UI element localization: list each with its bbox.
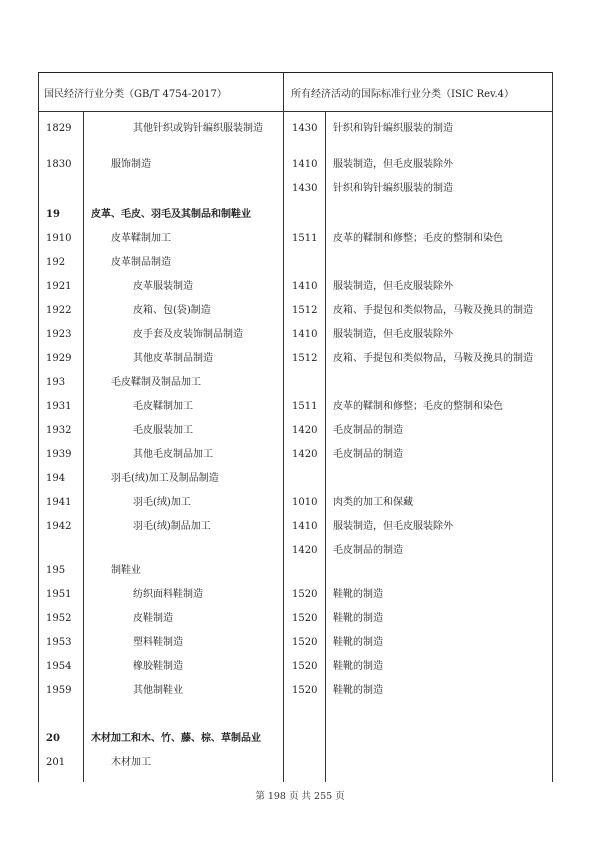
- gbt-name: 制鞋业: [111, 565, 141, 576]
- table-row: [39, 227, 552, 251]
- isic-name: 鞋靴的制造: [333, 661, 383, 672]
- gbt-code: 194: [46, 473, 66, 484]
- gbt-code: 1951: [46, 589, 72, 600]
- gbt-code: 1952: [46, 613, 72, 624]
- gbt-code: 1922: [46, 305, 72, 316]
- gbt-code: 1910: [46, 233, 72, 244]
- gbt-name: 毛皮服装加工: [133, 425, 193, 436]
- gbt-name: 羽毛(绒)制品加工: [133, 521, 211, 532]
- gbt-name: 橡胶鞋制造: [133, 661, 183, 672]
- isic-name: 肉类的加工和保藏: [333, 497, 413, 508]
- gbt-code: 1954: [46, 661, 72, 672]
- isic-code: 1511: [292, 233, 318, 244]
- isic-name: 皮革的鞣制和修整；毛皮的整制和染色: [333, 233, 503, 244]
- isic-code: 1512: [292, 305, 318, 316]
- gbt-name: 皮箱、包(袋)制造: [133, 305, 211, 316]
- gbt-code: 1932: [46, 425, 72, 436]
- gbt-code: 1942: [46, 521, 72, 532]
- header-isic: 所有经济活动的国际标准行业分类（ISIC Rev.4）: [291, 89, 515, 100]
- gbt-name: 皮革制品制造: [111, 257, 171, 268]
- gbt-name: 皮手套及皮装饰制品制造: [133, 329, 243, 340]
- gbt-code: 193: [46, 377, 66, 388]
- isic-name: 服装制造，但毛皮服装除外: [333, 521, 453, 532]
- isic-code: 1520: [292, 613, 318, 624]
- gbt-code: 1939: [46, 449, 72, 460]
- gbt-name: 纺织面料鞋制造: [133, 589, 203, 600]
- table-row: [39, 631, 552, 655]
- gbt-name: 其他针织或钩针编织服装制造: [133, 123, 263, 134]
- gbt-name: 木材加工: [111, 757, 151, 768]
- gbt-code: 201: [46, 757, 66, 768]
- isic-name: 皮箱、手提包和类似物品，马鞍及挽具的制造: [333, 353, 533, 364]
- gbt-code: 1941: [46, 497, 72, 508]
- table-row: [39, 117, 552, 141]
- table-row: [39, 299, 552, 323]
- isic-code: 1520: [292, 589, 318, 600]
- table-row: [39, 727, 552, 751]
- table-row: [39, 419, 552, 443]
- table-row: [39, 275, 552, 299]
- isic-code: 1410: [292, 281, 318, 292]
- gbt-code: 1829: [46, 123, 72, 134]
- isic-code: 1511: [292, 401, 318, 412]
- table-row: [39, 467, 552, 491]
- isic-code: 1430: [292, 123, 318, 134]
- gbt-code: 1959: [46, 685, 72, 696]
- gbt-code: 192: [46, 257, 66, 268]
- isic-name: 鞋靴的制造: [333, 637, 383, 648]
- isic-name: 鞋靴的制造: [333, 613, 383, 624]
- gbt-name: 皮革、毛皮、羽毛及其制品和制鞋业: [91, 209, 251, 220]
- isic-name: 针织和钩针编织服装的制造: [333, 123, 453, 134]
- table-row: [39, 607, 552, 631]
- gbt-name: 其他皮革制品制造: [133, 353, 213, 364]
- gbt-name: 木材加工和木、竹、藤、棕、草制品业: [91, 733, 261, 744]
- isic-name: 鞋靴的制造: [333, 589, 383, 600]
- isic-code: 1410: [292, 159, 318, 170]
- gbt-name: 其他制鞋业: [133, 685, 183, 696]
- table-row: [39, 323, 552, 347]
- table-row: [39, 443, 552, 467]
- table-row: [39, 583, 552, 607]
- gbt-code: 195: [46, 565, 66, 576]
- table-row: [39, 371, 552, 395]
- gbt-name: 毛皮鞣制加工: [133, 401, 193, 412]
- gbt-name: 皮鞋制造: [133, 613, 173, 624]
- gbt-name: 羽毛(绒)加工: [133, 497, 191, 508]
- gbt-name: 服饰制造: [111, 159, 151, 170]
- table-row: [39, 679, 552, 703]
- table-row: [39, 751, 552, 775]
- isic-code: 1420: [292, 449, 318, 460]
- isic-name: 毛皮制品的制造: [333, 449, 403, 460]
- gbt-name: 塑料鞋制造: [133, 637, 183, 648]
- isic-code: 1520: [292, 661, 318, 672]
- header-gbt: 国民经济行业分类（GB/T 4754-2017）: [44, 89, 227, 100]
- isic-code: 1520: [292, 637, 318, 648]
- table-row: [39, 347, 552, 371]
- gbt-name: 毛皮鞣制及制品加工: [111, 377, 201, 388]
- isic-code: 1010: [292, 497, 318, 508]
- header-divider: [39, 111, 552, 112]
- gbt-code: 1953: [46, 637, 72, 648]
- isic-name: 针织和钩针编织服装的制造: [333, 183, 453, 194]
- table-row: [39, 177, 552, 201]
- isic-code: 1430: [292, 183, 318, 194]
- gbt-name: 皮革服装制造: [133, 281, 193, 292]
- table-row: [39, 655, 552, 679]
- gbt-code: 20: [46, 733, 60, 744]
- table-row: [39, 515, 552, 539]
- table-row: [39, 491, 552, 515]
- isic-code: 1420: [292, 425, 318, 436]
- table-row: [39, 153, 552, 177]
- isic-code: 1410: [292, 521, 318, 532]
- table-row: [39, 203, 552, 227]
- table-row: [39, 251, 552, 275]
- gbt-code: 1830: [46, 159, 72, 170]
- isic-name: 毛皮制品的制造: [333, 425, 403, 436]
- isic-code: 1520: [292, 685, 318, 696]
- isic-name: 鞋靴的制造: [333, 685, 383, 696]
- page-footer: 第 198 页 共 255 页: [255, 791, 345, 802]
- isic-name: 服装制造，但毛皮服装除外: [333, 281, 453, 292]
- isic-code: 1512: [292, 353, 318, 364]
- gbt-name: 其他毛皮制品加工: [133, 449, 213, 460]
- isic-name: 毛皮制品的制造: [333, 545, 403, 556]
- table-row: [39, 395, 552, 419]
- gbt-name: 羽毛(绒)加工及制品制造: [111, 473, 219, 484]
- isic-code: 1410: [292, 329, 318, 340]
- isic-name: 服装制造，但毛皮服装除外: [333, 329, 453, 340]
- gbt-name: 皮革鞣制加工: [111, 233, 171, 244]
- table-row: [39, 559, 552, 583]
- gbt-code: 1931: [46, 401, 72, 412]
- gbt-code: 1923: [46, 329, 72, 340]
- gbt-code: 1921: [46, 281, 72, 292]
- isic-name: 皮箱、手提包和类似物品，马鞍及挽具的制造: [333, 305, 533, 316]
- gbt-code: 19: [46, 209, 60, 220]
- classification-table: [38, 72, 553, 782]
- isic-code: 1420: [292, 545, 318, 556]
- isic-name: 服装制造，但毛皮服装除外: [333, 159, 453, 170]
- gbt-code: 1929: [46, 353, 72, 364]
- isic-name: 皮革的鞣制和修整；毛皮的整制和染色: [333, 401, 503, 412]
